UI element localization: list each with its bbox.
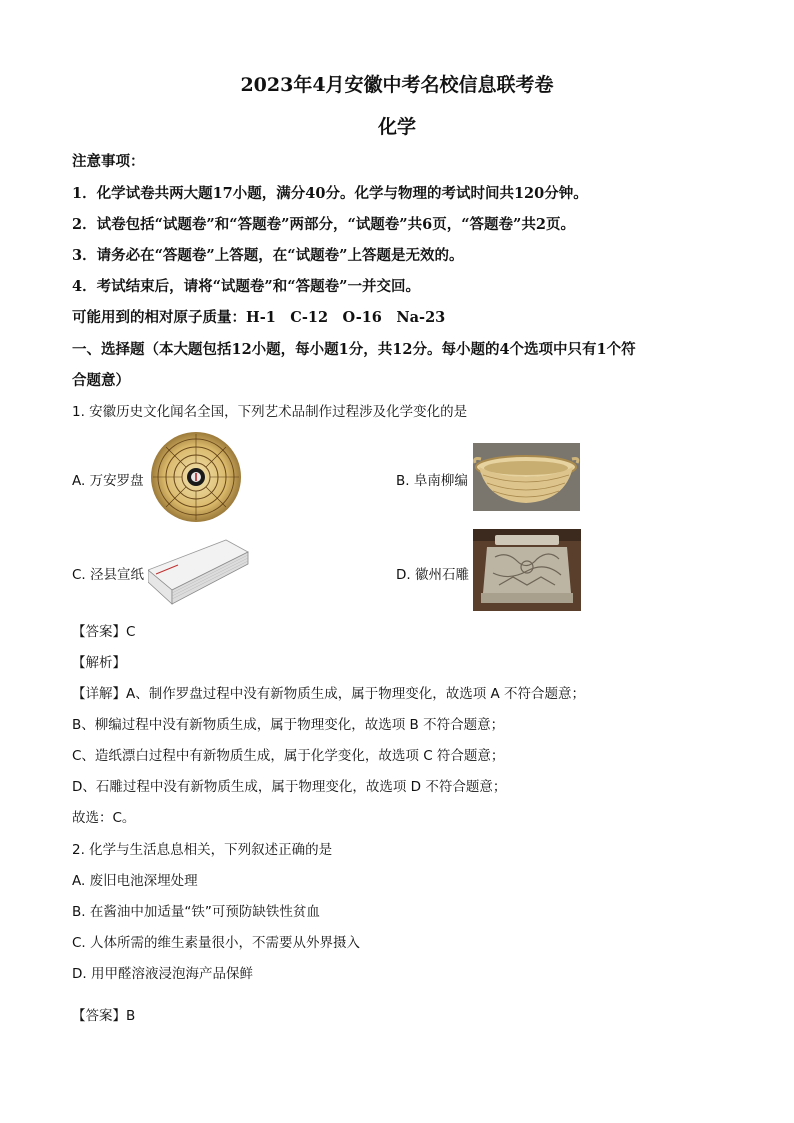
notice-item: 2．试卷包括“试题卷”和“答题卷”两部分，“试题卷”共6页，“答题卷”共2页。	[72, 216, 575, 233]
subject-title: 化学	[377, 116, 416, 138]
analysis-conclusion: 故选：C。	[72, 810, 136, 826]
notice-heading: 注意事项：	[72, 153, 145, 170]
notice-item: 3．请务必在“答题卷”上答题，在“试题卷”上答题是无效的。	[72, 247, 464, 264]
answer-tag: 【答案】B	[72, 1008, 136, 1024]
notice-item: 4．考试结束后，请将“试题卷”和“答题卷”一并交回。	[72, 278, 420, 295]
analysis-heading: 【解析】	[72, 655, 126, 671]
option-d: D. 徽州石雕	[396, 567, 469, 583]
stone-carving-image	[473, 529, 581, 611]
atomic-mass-line: 可能用到的相对原子质量：H-1 C-12 O-16 Na-23	[72, 309, 446, 326]
xuan-paper-image	[148, 534, 250, 606]
option-c: C. 人体所需的维生素量很小，不需要从外界摄入	[72, 935, 361, 951]
option-c: C. 泾县宣纸	[72, 567, 145, 583]
option-d: D. 用甲醛溶液浸泡海产品保鲜	[72, 966, 253, 982]
answer-tag: 【答案】C	[72, 624, 136, 640]
analysis-line: B、柳编过程中没有新物质生成，属于物理变化，故选项 B 不符合题意；	[72, 717, 505, 733]
compass-image	[150, 431, 242, 523]
analysis-line: C、造纸漂白过程中有新物质生成，属于化学变化，故选项 C 符合题意；	[72, 748, 505, 764]
analysis-line: D、石雕过程中没有新物质生成，属于物理变化，故选项 D 不符合题意；	[72, 779, 507, 795]
option-a: A. 废旧电池深埋处理	[72, 873, 198, 889]
option-a: A. 万安罗盘	[72, 473, 144, 489]
exam-title: 2023年4月安徽中考名校信息联考卷	[240, 74, 554, 96]
option-b: B. 在酱油中加适量“铁”可预防缺铁性贫血	[72, 904, 320, 920]
section-heading: 一、选择题（本大题包括12小题，每小题1分，共12分。每小题的4个选项中只有1个符	[72, 341, 636, 358]
section-heading-cont: 合题意）	[72, 372, 130, 389]
analysis-line: 【详解】A、制作罗盘过程中没有新物质生成，属于物理变化，故选项 A 不符合题意；	[72, 686, 586, 702]
question-stem: 2. 化学与生活息息相关，下列叙述正确的是	[72, 842, 333, 858]
notice-item: 1．化学试卷共两大题17小题，满分40分。化学与物理的考试时间共120分钟。	[72, 185, 588, 202]
question-stem: 1. 安徽历史文化闻名全国，下列艺术品制作过程涉及化学变化的是	[72, 404, 468, 420]
wicker-basket-image	[473, 443, 580, 511]
option-b: B. 阜南柳编	[396, 473, 468, 489]
